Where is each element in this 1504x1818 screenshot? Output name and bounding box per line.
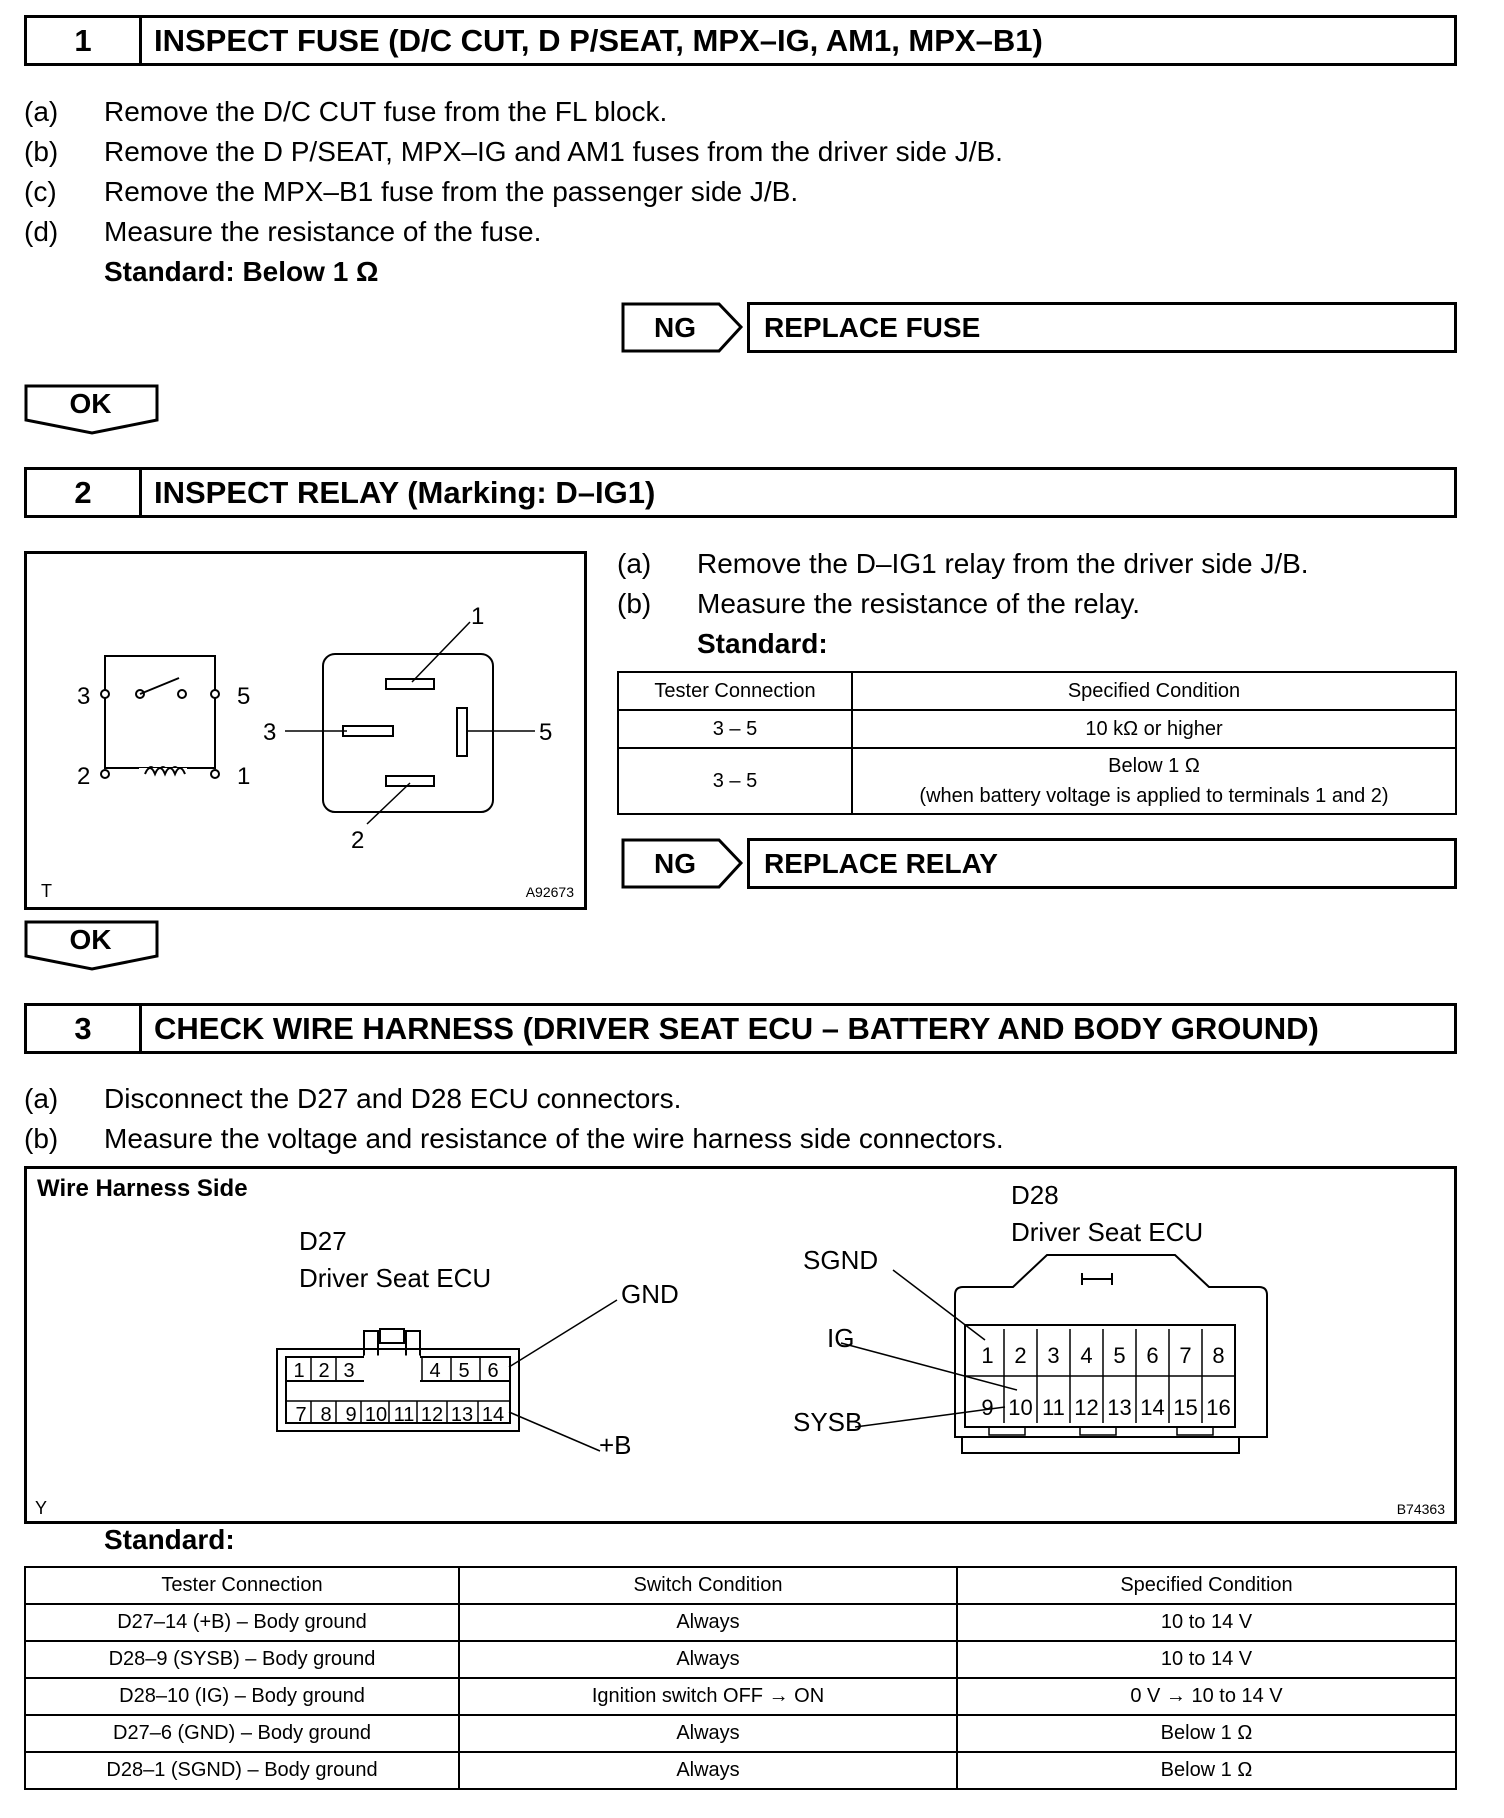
table-cell: D28–1 (SGND) – Body ground	[25, 1752, 459, 1789]
table-cell: D27–6 (GND) – Body ground	[25, 1715, 459, 1752]
d27-pin-4: 4	[429, 1360, 441, 1382]
d28-pin-4: 4	[1080, 1343, 1093, 1368]
figure-code: B74363	[1396, 1501, 1445, 1517]
table-cell: 10 to 14 V	[957, 1641, 1456, 1678]
table-header: Switch Condition	[459, 1567, 957, 1604]
table-row	[618, 710, 1456, 748]
d28-connector	[955, 1255, 1267, 1453]
ok-indicator	[24, 920, 161, 972]
step-2-item-b: (b) Measure the resistance of the relay.	[617, 588, 1141, 619]
table-cell: D28–9 (SYSB) – Body ground	[25, 1641, 459, 1678]
step-title: CHECK WIRE HARNESS (DRIVER SEAT ECU – BATTERY AND BODY GROUND)	[154, 1010, 1319, 1046]
relay-schematic-frame	[105, 656, 215, 768]
d27-pin-3: 3	[343, 1360, 355, 1382]
table-cell: 10 kΩ or higher	[852, 710, 1456, 748]
ng-label: NG	[654, 847, 696, 879]
d28-pin-14: 14	[1140, 1395, 1165, 1420]
callout-ig: IG	[827, 1323, 855, 1353]
figure-corner-label: Y	[35, 1498, 48, 1518]
connector-diagram	[27, 1169, 1454, 1521]
table-row	[25, 1678, 1456, 1715]
table-header: Specified Condition	[957, 1567, 1456, 1604]
ok-indicator	[24, 384, 161, 436]
pin-label-3: 3	[77, 683, 91, 710]
d28-pin-1: 1	[981, 1343, 994, 1368]
step-number: 2	[27, 470, 142, 515]
d28-pin-13: 13	[1107, 1395, 1132, 1420]
relay-pin-1: 1	[471, 603, 485, 630]
d28-pin-15: 15	[1173, 1395, 1198, 1420]
step-3-item-b: (b) Measure the voltage and resistance of the wire harness side connectors.	[24, 1123, 1004, 1154]
table-cell: 0 V → 10 to 14 V	[957, 1678, 1456, 1715]
step-2-header	[24, 467, 1457, 518]
relay-diagram	[27, 554, 584, 907]
d27-pin-1: 1	[293, 1360, 305, 1382]
d28-pin-9: 9	[981, 1395, 994, 1420]
d28-desc: Driver Seat ECU	[1011, 1217, 1204, 1247]
d27-desc: Driver Seat ECU	[299, 1263, 492, 1293]
ok-label: OK	[69, 388, 112, 419]
relay-pin-5: 5	[539, 719, 553, 746]
step-1-item-a: (a) Remove the D/C CUT fuse from the FL block.	[24, 96, 668, 127]
d28-pin-11: 11	[1042, 1395, 1065, 1420]
callout-sgnd: SGND	[803, 1245, 879, 1275]
table-cell: Ignition switch OFF → ON	[459, 1678, 957, 1715]
d28-pin-3: 3	[1047, 1343, 1060, 1368]
table-cell-line: Below 1 Ω	[1108, 755, 1200, 777]
d27-pin-14: 14	[481, 1404, 505, 1426]
table-cell: 3 – 5	[618, 710, 852, 748]
step-number: 3	[27, 1006, 142, 1051]
table-row	[618, 748, 1456, 814]
pin-label-5: 5	[237, 683, 251, 710]
d28-pin-2: 2	[1014, 1343, 1027, 1368]
table-cell: Below 1 Ω	[957, 1752, 1456, 1789]
table-cell: Always	[459, 1641, 957, 1678]
step-1-item-d: (d) Measure the resistance of the fuse.	[24, 216, 542, 247]
table-header: Tester Connection	[25, 1567, 459, 1604]
switch-contact	[140, 678, 179, 694]
ng-indicator	[621, 838, 744, 889]
step-title: INSPECT RELAY (Marking: D–IG1)	[154, 474, 656, 510]
table-row	[25, 1715, 1456, 1752]
ng-indicator	[621, 302, 744, 353]
step-title: INSPECT FUSE (D/C CUT, D P/SEAT, MPX–IG, AM1, MPX–B1)	[154, 22, 1043, 58]
d27-pin-8: 8	[320, 1404, 332, 1426]
table-cell-line: (when battery voltage is applied to terminals 1 and 2)	[919, 785, 1389, 807]
d27-pin-5: 5	[458, 1360, 470, 1382]
step-3-header	[24, 1003, 1457, 1054]
pin-label-1: 1	[237, 763, 251, 790]
harness-spec-table	[24, 1566, 1457, 1790]
callout-gnd: GND	[621, 1279, 679, 1309]
step-3-item-a: (a) Disconnect the D27 and D28 ECU connectors.	[24, 1083, 682, 1114]
relay-spec-table	[617, 671, 1457, 815]
d27-pin-7: 7	[295, 1404, 307, 1426]
d28-pin-8: 8	[1212, 1343, 1225, 1368]
table-cell: 10 to 14 V	[957, 1604, 1456, 1641]
table-cell	[852, 748, 1456, 814]
d28-pin-16: 16	[1206, 1395, 1231, 1420]
table-header: Tester Connection	[618, 672, 852, 710]
replace-fuse-box: REPLACE FUSE	[747, 302, 1457, 353]
step-3-standard: Standard:	[104, 1524, 235, 1555]
d28-pin-12: 12	[1074, 1395, 1099, 1420]
ok-label: OK	[69, 924, 112, 955]
d27-pin-12: 12	[420, 1404, 444, 1426]
d27-pin-9: 9	[345, 1404, 357, 1426]
figure-corner-label: T	[41, 881, 52, 901]
table-cell: D28–10 (IG) – Body ground	[25, 1678, 459, 1715]
step-2-item-a: (a) Remove the D–IG1 relay from the driver side J/B.	[617, 548, 1309, 579]
ng-label: NG	[654, 311, 696, 343]
step-1-standard: Standard: Below 1 Ω	[104, 256, 379, 287]
d27-pin-11: 11	[393, 1404, 415, 1426]
callout-b: +B	[599, 1430, 632, 1460]
d27-pin-13: 13	[450, 1404, 474, 1426]
table-cell: 3 – 5	[618, 748, 852, 814]
table-header: Specified Condition	[852, 672, 1456, 710]
step-1-item-c: (c) Remove the MPX–B1 fuse from the passenger side J/B.	[24, 176, 799, 207]
table-cell: Always	[459, 1752, 957, 1789]
connector-figure	[24, 1166, 1457, 1524]
d27-name: D27	[299, 1226, 347, 1256]
relay-figure	[24, 551, 587, 910]
d28-pin-10: 10	[1008, 1395, 1033, 1420]
table-row	[25, 1641, 1456, 1678]
d28-pin-6: 6	[1146, 1343, 1159, 1368]
figure-title: Wire Harness Side	[37, 1175, 248, 1202]
callout-sysb: SYSB	[793, 1407, 863, 1437]
d27-pin-10: 10	[364, 1404, 388, 1426]
table-row	[25, 1604, 1456, 1641]
d28-pin-7: 7	[1179, 1343, 1192, 1368]
figure-code: A92673	[525, 884, 574, 900]
table-cell: D27–14 (+B) – Body ground	[25, 1604, 459, 1641]
pin-label-2: 2	[77, 763, 91, 790]
table-cell: Always	[459, 1604, 957, 1641]
d27-connector	[277, 1329, 519, 1431]
step-1-item-b: (b) Remove the D P/SEAT, MPX–IG and AM1 fuses from the driver side J/B.	[24, 136, 1003, 167]
step-1-header	[24, 15, 1457, 66]
d28-pin-5: 5	[1113, 1343, 1126, 1368]
table-cell: Always	[459, 1715, 957, 1752]
d28-name: D28	[1011, 1180, 1059, 1210]
d27-pin-6: 6	[487, 1360, 499, 1382]
relay-pin-2: 2	[351, 827, 365, 854]
relay-pin-3: 3	[263, 719, 277, 746]
table-cell: Below 1 Ω	[957, 1715, 1456, 1752]
table-row	[25, 1752, 1456, 1789]
step-2-standard: Standard:	[697, 628, 828, 659]
d27-pin-2: 2	[318, 1360, 330, 1382]
step-number: 1	[27, 18, 142, 63]
replace-relay-box: REPLACE RELAY	[747, 838, 1457, 889]
